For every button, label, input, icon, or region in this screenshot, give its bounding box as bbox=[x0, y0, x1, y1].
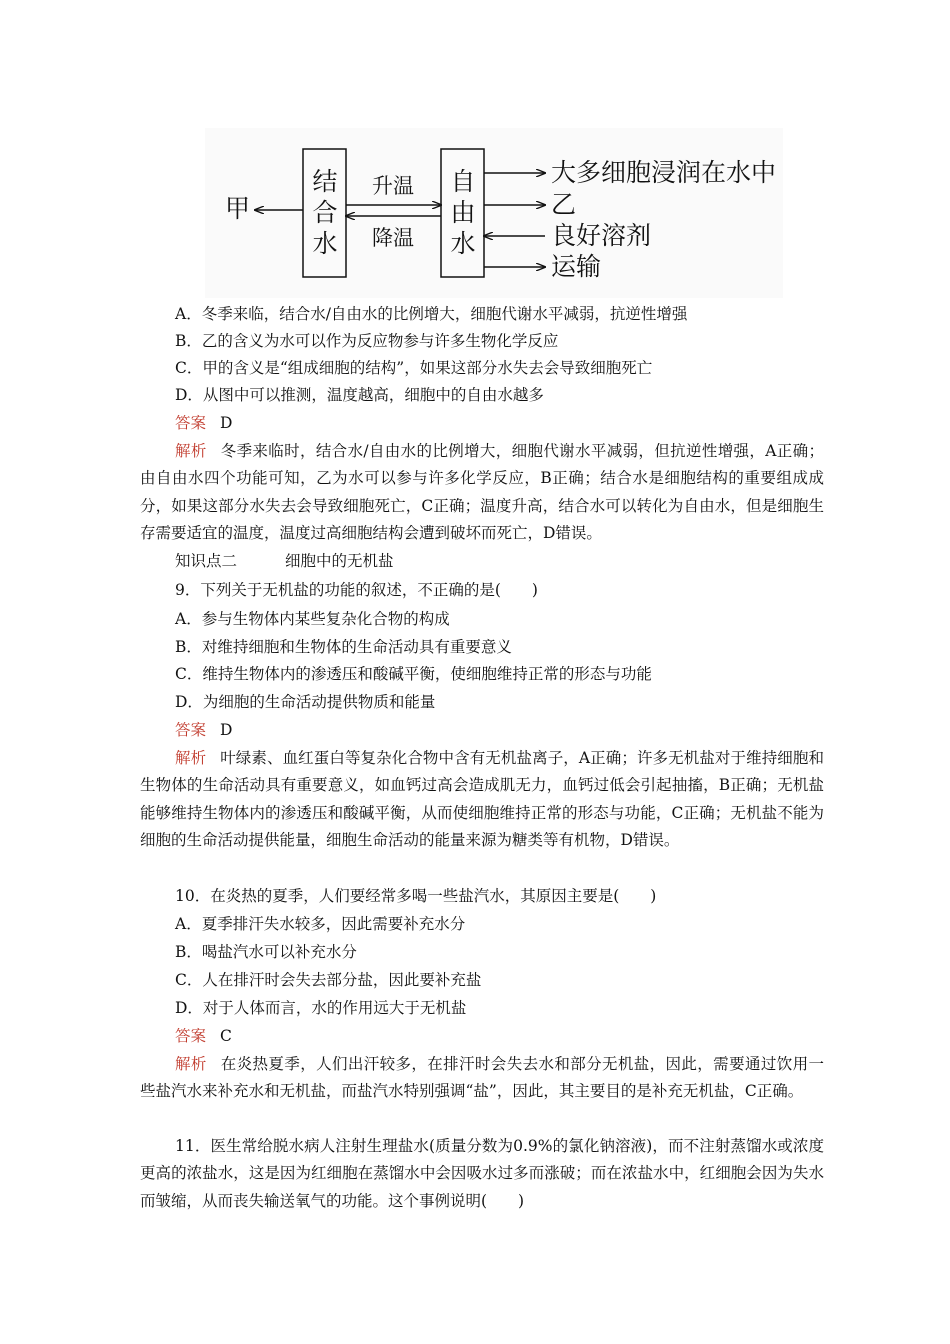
bound-water-label bbox=[309, 166, 341, 259]
label-func3: 良好溶剂 bbox=[551, 221, 652, 250]
q9-analysis bbox=[140, 745, 824, 854]
label-jia: 甲 bbox=[225, 194, 251, 223]
analysis-text: 在炎热夏季，人们出汗较多，在排汗时会失去水和部分无机盐，因此，需要通过饮用一些盐汽水来补充水和无机盐，而盐汽水特别强调“盐”，因此，其主要目的是补充无机盐，C正确。 bbox=[140, 1055, 824, 1101]
answer-label: 答案 bbox=[175, 414, 207, 432]
analysis-text: 冬季来临时，结合水/自由水的比例增大，细胞代谢水平减弱，但抗逆性增强，A正确；由自由水四个功能可知，乙为水可以参与许多化学反应，B正确；结合水是细胞结构的重要组成成分，如果这部分水失去会导致细胞死亡，C正确；温度升高，结合水可以转化为自由水，但是细胞生存需要适宜的温度，温度过高细胞结构会遭到破坏而死亡，D错误。 bbox=[140, 442, 824, 542]
section-heading bbox=[175, 551, 855, 571]
q11-stem: 11．医生常给脱水病人注射生理盐水(质量分数为0.9%的氯化钠溶液)，而不注射蒸馏水或浓度更高的浓盐水，这是因为红细胞在蒸馏水中会因吸水过多而涨破；而在浓盐水中，红细胞会因为失水而皱缩，从而丧失输送氧气的功能。这个事例说明( ) bbox=[140, 1137, 824, 1210]
q10-analysis bbox=[140, 1051, 824, 1106]
free-water-label bbox=[447, 166, 479, 259]
q8-option-c: C．甲的含义是“组成细胞的结构”，如果这部分水失去会导致细胞死亡 bbox=[175, 359, 653, 377]
q9-option-b: B．对维持细胞和生物体的生命活动具有重要意义 bbox=[175, 638, 512, 656]
free-water-char: 自 bbox=[450, 167, 476, 196]
label-func1: 大多细胞浸润在水中 bbox=[551, 158, 777, 187]
bound-water-char: 水 bbox=[312, 229, 338, 258]
bound-water-char: 结 bbox=[312, 167, 338, 196]
q8-answer bbox=[175, 413, 855, 433]
answer-value: C bbox=[220, 1027, 232, 1045]
diagram-lines bbox=[205, 128, 783, 298]
answer-value: D bbox=[220, 414, 233, 432]
q8-option-d: D．从图中可以推测，温度越高，细胞中的自由水越多 bbox=[175, 386, 544, 404]
label-func2: 乙 bbox=[551, 190, 577, 219]
analysis-label: 解析 bbox=[175, 442, 207, 460]
analysis-label: 解析 bbox=[175, 749, 207, 767]
q9-option-c: C．维持生物体内的渗透压和酸碱平衡，使细胞维持正常的形态与功能 bbox=[175, 665, 652, 683]
free-water-char: 水 bbox=[450, 229, 476, 258]
q10-stem: 10．在炎热的夏季，人们要经常多喝一些盐汽水，其原因主要是( ) bbox=[175, 887, 657, 905]
q9-stem: 9．下列关于无机盐的功能的叙述，不正确的是( ) bbox=[175, 581, 538, 599]
answer-label: 答案 bbox=[175, 1027, 207, 1045]
q10-option-c: C．人在排汗时会失去部分盐，因此要补充盐 bbox=[175, 971, 482, 989]
answer-label: 答案 bbox=[175, 721, 207, 739]
analysis-text: 叶绿素、血红蛋白等复杂化合物中含有无机盐离子，A正确；许多无机盐对于维持细胞和生物体的生命活动具有重要意义，如血钙过高会造成肌无力，血钙过低会引起抽搐，B正确；无机盐能够维持生物体内的渗透压和酸碱平衡，从而使细胞维持正常的形态与功能，C正确；无机盐不能为细胞的生命活动提供能量，细胞生命活动的能量来源为糖类等有机物，D错误。 bbox=[140, 749, 824, 849]
q9-option-a: A．参与生物体内某些复杂化合物的构成 bbox=[175, 610, 450, 628]
q9-answer bbox=[175, 720, 855, 740]
free-water-char: 由 bbox=[450, 198, 476, 227]
water-diagram bbox=[205, 128, 783, 298]
answer-value: D bbox=[220, 721, 233, 739]
label-func4: 运输 bbox=[551, 252, 602, 281]
label-heat-up: 升温 bbox=[372, 174, 414, 198]
q10-option-a: A．夏季排汗失水较多，因此需要补充水分 bbox=[175, 915, 466, 933]
section-title: 细胞中的无机盐 bbox=[285, 552, 394, 570]
q10-option-d: D．对于人体而言，水的作用远大于无机盐 bbox=[175, 999, 467, 1017]
q10-answer bbox=[175, 1026, 855, 1046]
label-cool-down: 降温 bbox=[372, 226, 414, 250]
bound-water-char: 合 bbox=[312, 198, 338, 227]
q8-option-a: A．冬季来临，结合水/自由水的比例增大，细胞代谢水平减弱，抗逆性增强 bbox=[175, 305, 688, 323]
q10-option-b: B．喝盐汽水可以补充水分 bbox=[175, 943, 357, 961]
q9-option-d: D．为细胞的生命活动提供物质和能量 bbox=[175, 693, 436, 711]
analysis-label: 解析 bbox=[175, 1055, 207, 1073]
q8-analysis bbox=[140, 438, 824, 547]
section-label: 知识点二 bbox=[175, 552, 238, 570]
q8-option-b: B．乙的含义为水可以作为反应物参与许多生物化学反应 bbox=[175, 332, 559, 350]
